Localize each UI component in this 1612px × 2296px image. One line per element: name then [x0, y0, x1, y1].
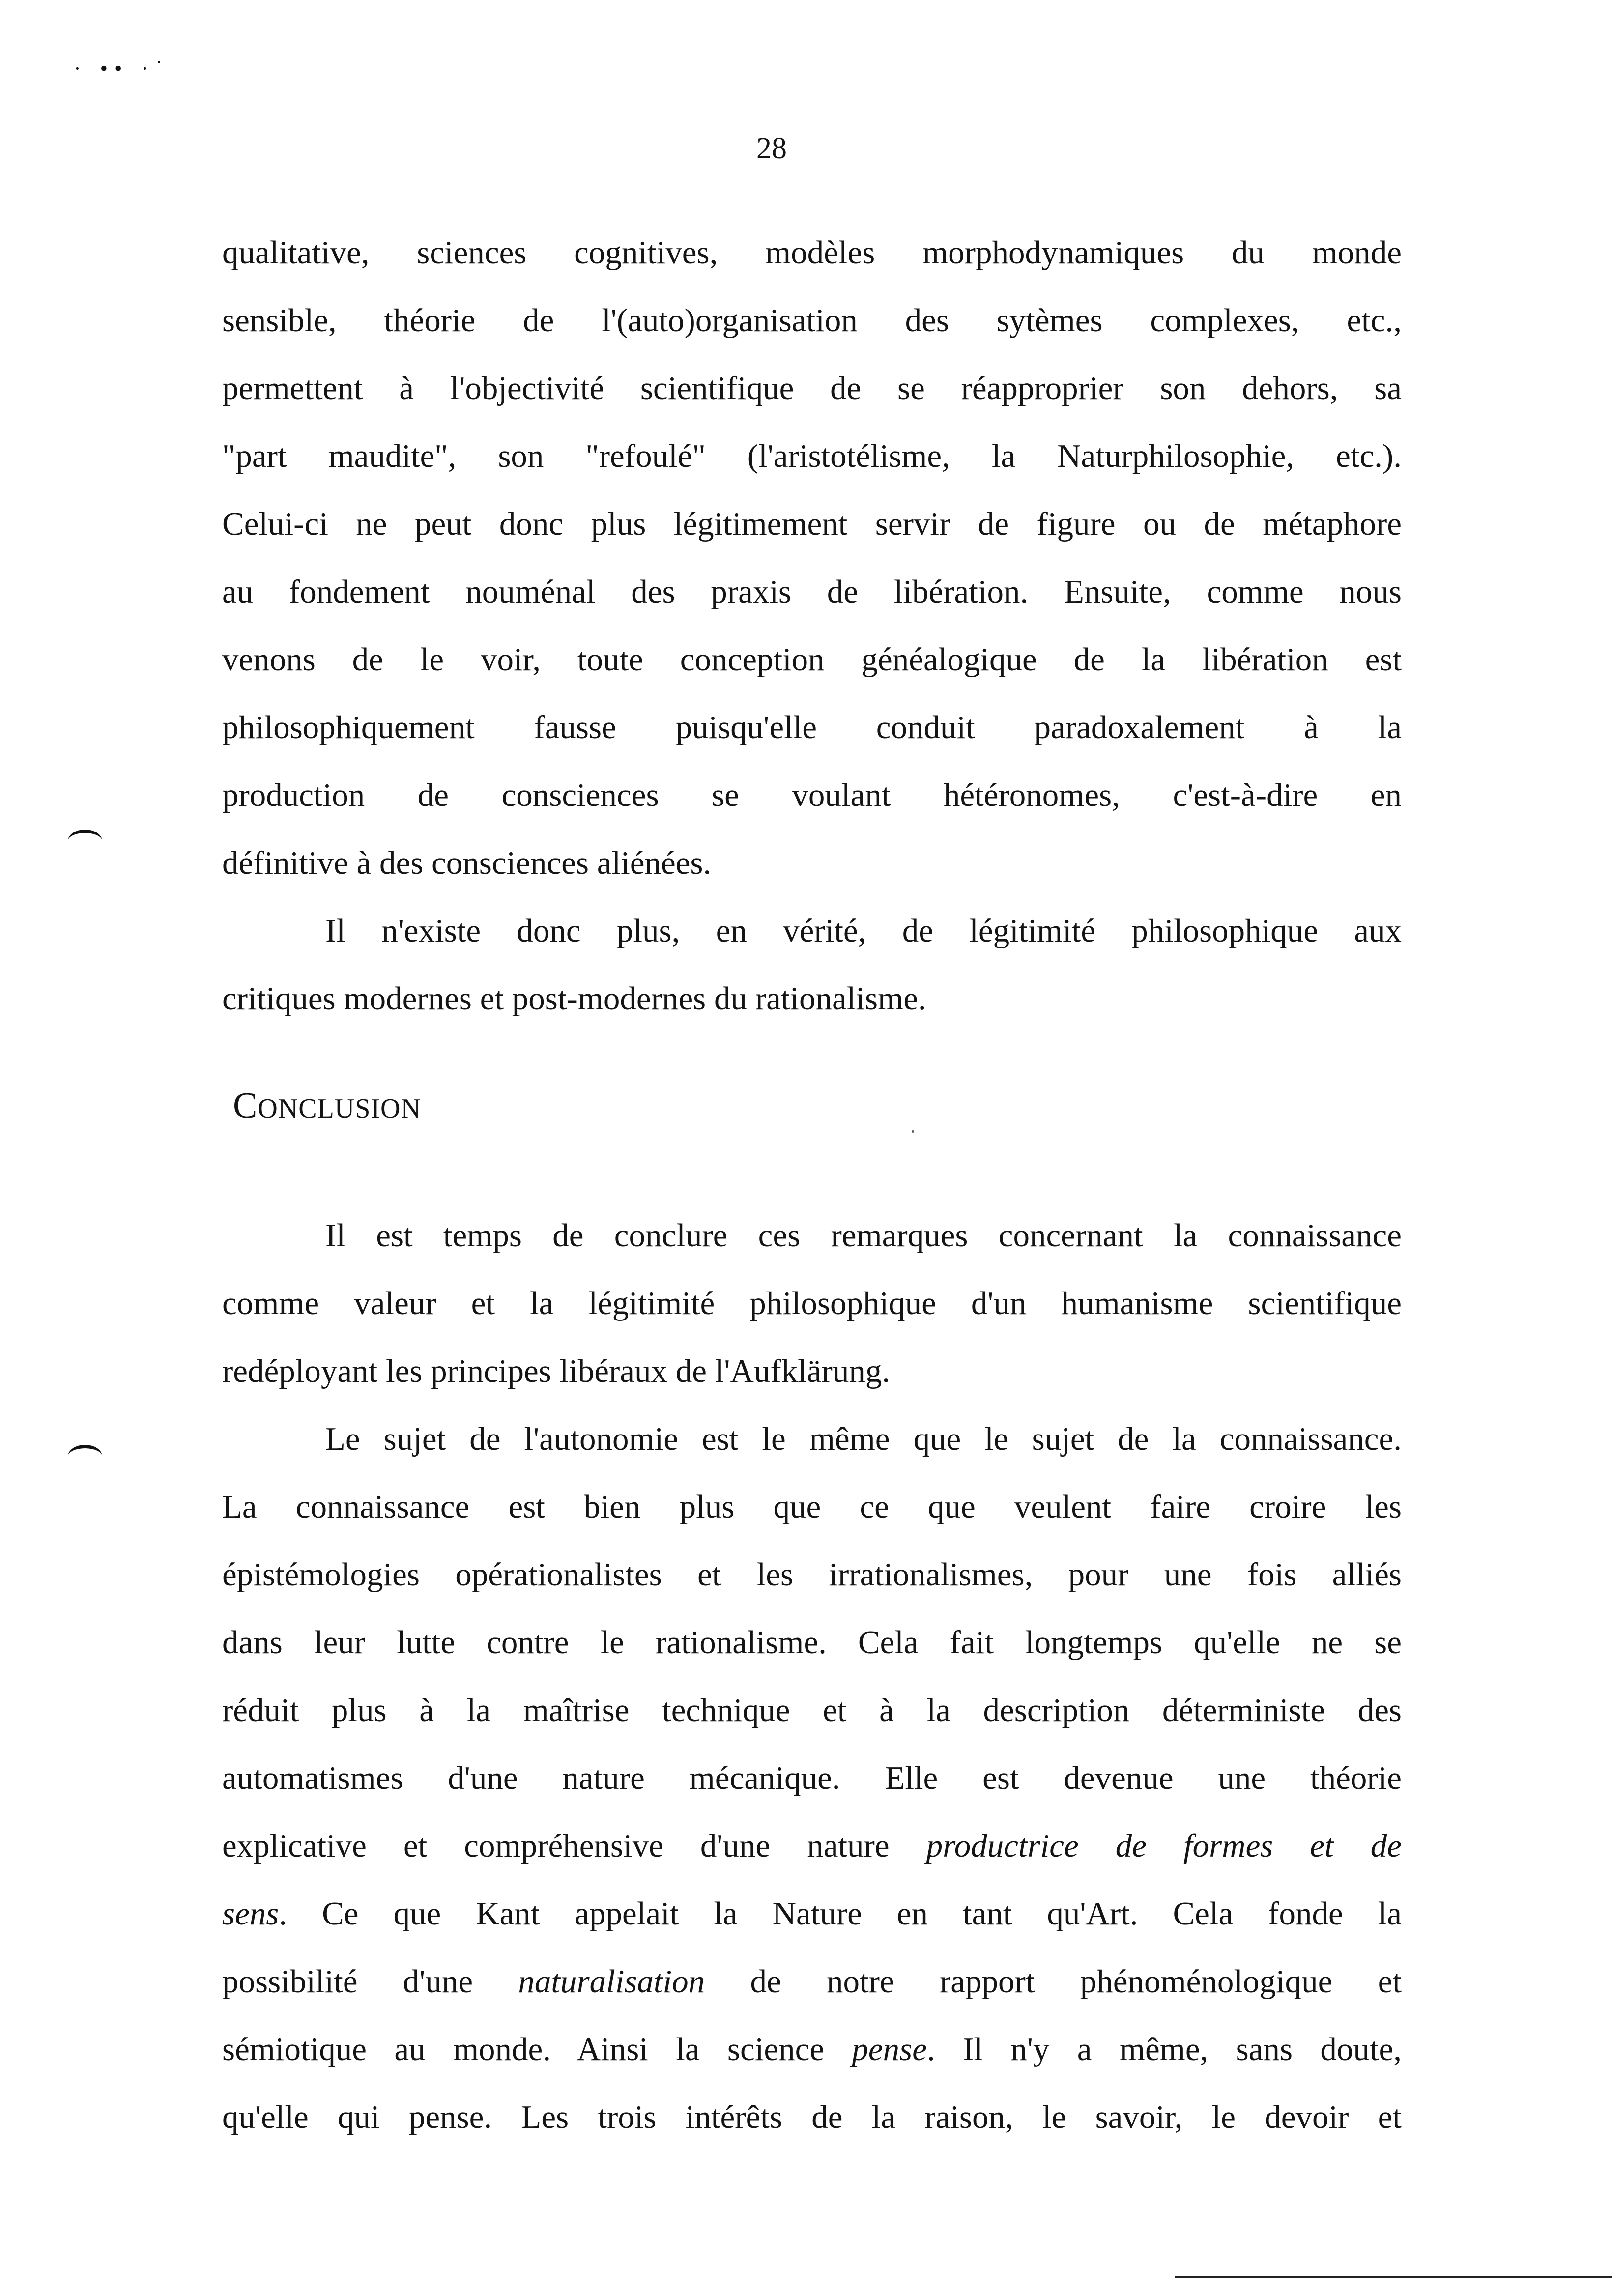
italic-phrase: pense — [852, 2031, 927, 2067]
text-line: production de consciences se voulant hétéronomes, c'est-à-dire en — [222, 777, 1402, 813]
text-line — [222, 1948, 1402, 2015]
body-text-before-conclusion — [222, 219, 1402, 1033]
text-segment: sémiotique au monde. Ainsi la science — [222, 2031, 852, 2067]
text-line: sensible, théorie de l'(auto)organisation des sytèmes complexes, etc., — [222, 302, 1402, 339]
text-line: qu'elle qui pense. Les trois intérêts de la raison, le savoir, le devoir et — [222, 2099, 1402, 2135]
bottom-scan-rule — [1175, 2276, 1612, 2278]
margin-arc-mark — [68, 830, 102, 853]
heading-rest: ONCLUSION — [258, 1093, 421, 1124]
conclusion-text — [222, 1202, 1402, 2151]
text-line: épistémologies opérationalistes et les irrationalismes, pour une fois alliés — [222, 1556, 1402, 1593]
text-line — [222, 1880, 1402, 1948]
text-line: Celui-ci ne peut donc plus légitimement servir de figure ou de métaphore — [222, 506, 1402, 542]
conclusion-paragraph-2 — [222, 1405, 1402, 2151]
text-segment: . Ce que Kant appelait la Nature en tant qu'Art. Cela fonde la — [279, 1895, 1402, 1932]
text-line: La connaissance est bien plus que ce que veulent faire croire les — [222, 1489, 1402, 1525]
text-line: Il n'existe donc plus, en vérité, de légitimité philosophique aux — [325, 913, 1402, 949]
text-line — [222, 2015, 1402, 2083]
heading-initial: C — [233, 1086, 258, 1126]
text-line: venons de le voir, toute conception généalogique de la libération est — [222, 641, 1402, 678]
text-line — [222, 1812, 1402, 1880]
text-line: définitive à des consciences aliénées. — [222, 845, 712, 881]
italic-phrase: naturalisation — [518, 1963, 705, 2000]
text-line: comme valeur et la légitimité philosophique d'un humanisme scientifique — [222, 1285, 1402, 1321]
text-line: redéployant les principes libéraux de l'Aufklärung. — [222, 1353, 891, 1389]
conclusion-paragraph-1 — [222, 1202, 1402, 1405]
text-line: réduit plus à la maîtrise technique et à la description déterministe des — [222, 1692, 1402, 1728]
paragraph-continuation — [222, 219, 1402, 897]
text-line: dans leur lutte contre le rationalisme. Cela fait longtemps qu'elle ne se — [222, 1624, 1402, 1661]
text-line: Il est temps de conclure ces remarques concernant la connaissance — [325, 1217, 1402, 1254]
margin-arc-mark — [68, 1445, 102, 1468]
paragraph-critiques — [222, 897, 1402, 1033]
text-line: "part maudite", son "refoulé" (l'aristotélisme, la Naturphilosophie, etc.). — [222, 438, 1402, 474]
text-segment: explicative et compréhensive d'une nature — [222, 1828, 926, 1864]
italic-phrase: productrice de formes et de — [926, 1828, 1402, 1864]
text-segment: de notre rapport phénoménologique et — [705, 1963, 1402, 2000]
page-number: 28 — [756, 132, 787, 165]
corner-scan-marks: · •• ·˙ — [74, 57, 170, 81]
text-line: critiques modernes et post-modernes du rationalisme. — [222, 980, 926, 1017]
scan-speck — [912, 1130, 914, 1133]
text-line: Le sujet de l'autonomie est le même que le sujet de la connaissance. — [325, 1421, 1402, 1457]
text-line: philosophiquement fausse puisqu'elle conduit paradoxalement à la — [222, 709, 1402, 746]
text-segment: . Il n'y a même, sans doute, — [926, 2031, 1402, 2067]
italic-phrase: sens — [222, 1895, 279, 1932]
text-line: automatismes d'une nature mécanique. Elle est devenue une théorie — [222, 1760, 1402, 1796]
text-line: qualitative, sciences cognitives, modèles morphodynamiques du monde — [222, 234, 1402, 271]
text-line: permettent à l'objectivité scientifique de se réapproprier son dehors, sa — [222, 370, 1402, 406]
text-line: au fondement nouménal des praxis de libération. Ensuite, comme nous — [222, 574, 1402, 610]
text-segment: possibilité d'une — [222, 1963, 518, 2000]
section-heading-conclusion — [233, 1084, 421, 1131]
